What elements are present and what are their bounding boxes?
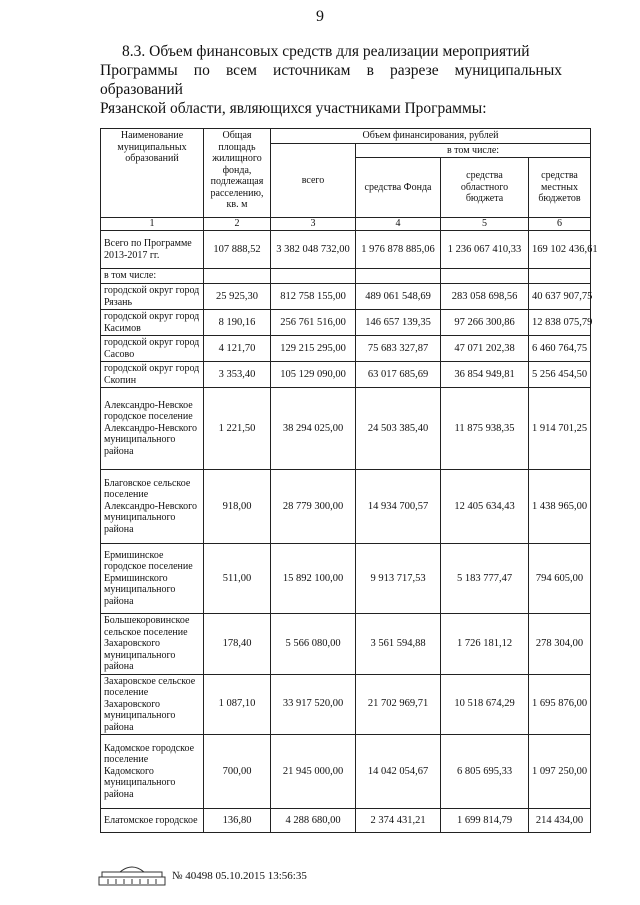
row-total: 105 129 090,00: [271, 362, 356, 388]
row-fund: 75 683 327,87: [356, 336, 441, 362]
financing-table: [100, 128, 598, 833]
table-row: [101, 614, 591, 675]
header-area: Общая площадь жилищного фонда, подлежащая расселению, кв. м: [204, 129, 271, 218]
table-row: [101, 231, 591, 269]
row-local: 1 097 250,00: [529, 735, 591, 809]
row-fund: 24 503 385,40: [356, 388, 441, 470]
footer: [98, 862, 478, 888]
row-name: Благовское сельское поселение Александро-Невского муниципального района: [101, 470, 204, 544]
col-number: 4: [356, 218, 441, 231]
row-local: 169 102 436,61: [529, 231, 591, 269]
row-regional: 12 405 634,43: [441, 470, 529, 544]
table-row: [101, 544, 591, 614]
column-numbers-row: [101, 218, 591, 231]
row-fund: 21 702 969,71: [356, 674, 441, 735]
row-total: 28 779 300,00: [271, 470, 356, 544]
row-fund: 489 061 548,69: [356, 284, 441, 310]
row-local: 1 695 876,00: [529, 674, 591, 735]
row-total: 812 758 155,00: [271, 284, 356, 310]
row-area: 136,80: [204, 809, 271, 833]
col-number: 2: [204, 218, 271, 231]
row-local: 794 605,00: [529, 544, 591, 614]
row-total: 5 566 080,00: [271, 614, 356, 675]
row-name: Кадомское городское поселение Кадомского муниципального района: [101, 735, 204, 809]
row-name: городской округ город Рязань: [101, 284, 204, 310]
row-area: 8 190,16: [204, 310, 271, 336]
row-area: 1 087,10: [204, 674, 271, 735]
section-heading: [100, 42, 562, 118]
heading-line-2: Программы по всем источникам в разрезе муниципальных образований: [100, 62, 562, 98]
col-number: 5: [441, 218, 529, 231]
row-area: 3 353,40: [204, 362, 271, 388]
row-fund: 63 017 685,69: [356, 362, 441, 388]
row-regional: 36 854 949,81: [441, 362, 529, 388]
subheader-row: [101, 269, 591, 284]
col-number: 3: [271, 218, 356, 231]
row-local: 1 438 965,00: [529, 470, 591, 544]
row-regional: 6 805 695,33: [441, 735, 529, 809]
table-row: [101, 362, 591, 388]
row-fund: 9 913 717,53: [356, 544, 441, 614]
row-total: 15 892 100,00: [271, 544, 356, 614]
row-name: Ермишинское городское поселение Ермишинского муниципального района: [101, 544, 204, 614]
registry-stamp-icon: [98, 862, 166, 886]
row-local: 5 256 454,50: [529, 362, 591, 388]
empty-cell: [204, 269, 271, 284]
table-row: [101, 284, 591, 310]
row-total: 33 917 520,00: [271, 674, 356, 735]
row-name: Александро-Невское городское поселение Александро-Невского муниципального района: [101, 388, 204, 470]
col-number: 1: [101, 218, 204, 231]
heading-line-1: 8.3. Объем финансовых средств для реализации мероприятий: [122, 43, 530, 60]
empty-cell: [356, 269, 441, 284]
table-row: [101, 336, 591, 362]
row-fund: 14 934 700,57: [356, 470, 441, 544]
row-area: 107 888,52: [204, 231, 271, 269]
row-total: 3 382 048 732,00: [271, 231, 356, 269]
row-fund: 146 657 139,35: [356, 310, 441, 336]
row-local: 12 838 075,79: [529, 310, 591, 336]
row-regional: 11 875 938,35: [441, 388, 529, 470]
col-number: 6: [529, 218, 591, 231]
row-area: 178,40: [204, 614, 271, 675]
row-regional: 1 699 814,79: [441, 809, 529, 833]
empty-cell: [271, 269, 356, 284]
row-local: 6 460 764,75: [529, 336, 591, 362]
table-row: [101, 735, 591, 809]
row-local: 278 304,00: [529, 614, 591, 675]
row-area: 25 925,30: [204, 284, 271, 310]
row-regional: 10 518 674,29: [441, 674, 529, 735]
table-row: [101, 310, 591, 336]
row-name: Всего по Программе 2013-2017 гг.: [101, 231, 204, 269]
row-local: 40 637 907,75: [529, 284, 591, 310]
header-incl: в том числе:: [356, 143, 591, 158]
empty-cell: [441, 269, 529, 284]
row-name: городской округ город Скопин: [101, 362, 204, 388]
header-name: Наименование муниципальных образований: [101, 129, 204, 218]
table-row: [101, 674, 591, 735]
row-area: 4 121,70: [204, 336, 271, 362]
row-area: 1 221,50: [204, 388, 271, 470]
row-fund: 14 042 054,67: [356, 735, 441, 809]
row-local: 214 434,00: [529, 809, 591, 833]
row-name: Захаровское сельское поселение Захаровского муниципального района: [101, 674, 204, 735]
row-area: 918,00: [204, 470, 271, 544]
row-total: 4 288 680,00: [271, 809, 356, 833]
row-regional: 47 071 202,38: [441, 336, 529, 362]
table-row: [101, 470, 591, 544]
header-fund: средства Фонда: [356, 158, 441, 218]
table-row: [101, 388, 591, 470]
heading-line-3: Рязанской области, являющихся участниками Программы:: [100, 100, 487, 117]
header-volume: Объем финансирования, рублей: [271, 129, 591, 144]
row-regional: 97 266 300,86: [441, 310, 529, 336]
subheader-label: в том числе:: [101, 269, 204, 284]
table-row: [101, 809, 591, 833]
row-name: Елатомское городское: [101, 809, 204, 833]
row-regional: 1 726 181,12: [441, 614, 529, 675]
header-total: всего: [271, 143, 356, 218]
page-number: 9: [316, 8, 324, 25]
header-local: средства местных бюджетов: [529, 158, 591, 218]
row-regional: 1 236 067 410,33: [441, 231, 529, 269]
row-name: городской округ город Сасово: [101, 336, 204, 362]
row-regional: 283 058 698,56: [441, 284, 529, 310]
row-total: 129 215 295,00: [271, 336, 356, 362]
row-total: 38 294 025,00: [271, 388, 356, 470]
row-fund: 3 561 594,88: [356, 614, 441, 675]
row-fund: 2 374 431,21: [356, 809, 441, 833]
row-total: 256 761 516,00: [271, 310, 356, 336]
row-name: городской округ город Касимов: [101, 310, 204, 336]
empty-cell: [529, 269, 591, 284]
row-total: 21 945 000,00: [271, 735, 356, 809]
row-area: 511,00: [204, 544, 271, 614]
row-local: 1 914 701,25: [529, 388, 591, 470]
row-name: Большекоровинское сельское поселение Захаровского муниципального района: [101, 614, 204, 675]
row-fund: 1 976 878 885,06: [356, 231, 441, 269]
row-area: 700,00: [204, 735, 271, 809]
header-regional: средства областного бюджета: [441, 158, 529, 218]
registration-stamp-text: № 40498 05.10.2015 13:56:35: [172, 870, 307, 882]
row-regional: 5 183 777,47: [441, 544, 529, 614]
